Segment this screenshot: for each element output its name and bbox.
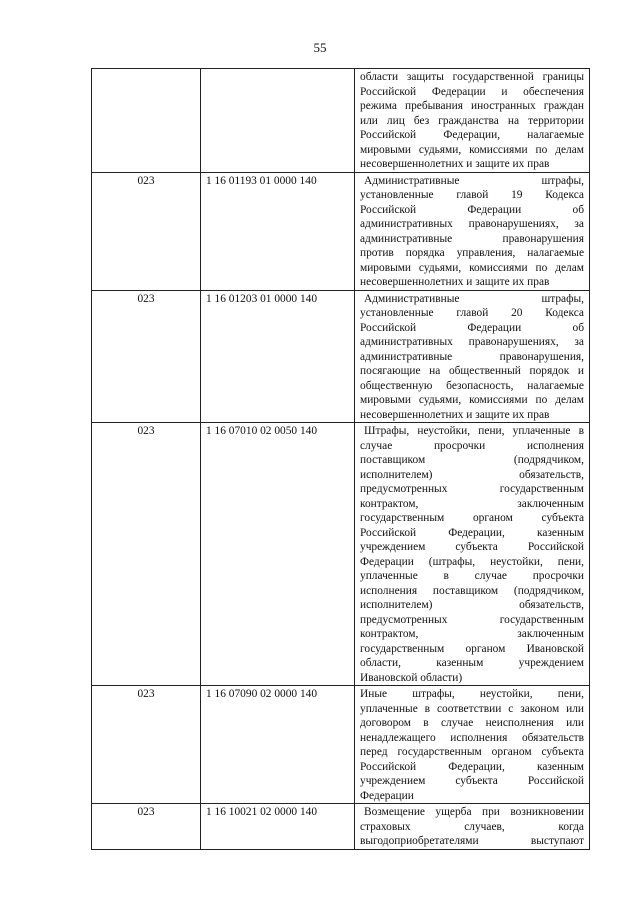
text-line: установленные главой 19 Кодекса: [360, 189, 584, 201]
text-line: контрактом, заключенным: [360, 628, 584, 640]
text-line: Штрафы, неустойки, пени, уплаченные в: [364, 425, 584, 437]
text-line: Российской Федерации, казенным: [360, 526, 584, 539]
text-line: Российской Федерации и обеспечения: [360, 85, 584, 98]
table-row: [92, 686, 590, 804]
text-line: договором в случае неисполнения или: [360, 717, 584, 729]
admin-code-cell: [92, 172, 201, 290]
admin-code: 023: [137, 174, 155, 187]
income-name-cell: [355, 804, 590, 850]
income-name-text: [360, 292, 584, 423]
admin-code-cell: [92, 69, 201, 173]
text-line: Ивановской области): [360, 671, 463, 684]
income-name-cell: [355, 172, 590, 290]
text-line: административные правонарушения: [360, 232, 584, 245]
budget-codes-table: [91, 68, 590, 850]
text-line: поставщиком (подрядчиком,: [360, 454, 584, 466]
table-row: [92, 804, 590, 850]
kbk-cell: [201, 423, 355, 686]
text-line: установленные главой 20 Кодекса: [360, 307, 584, 319]
text-line: или лиц без гражданства на территории: [360, 114, 584, 127]
admin-code: [92, 69, 200, 70]
text-line: против порядка управления, налагаемые: [360, 247, 584, 259]
text-line: ненадлежащего исполнения обязательств: [360, 731, 584, 744]
text-line: Административные штрафы,: [364, 292, 584, 305]
text-line: выгодоприобретателями выступают: [360, 835, 584, 847]
text-line: случае просрочки исполнения: [360, 439, 584, 452]
text-line: Иные штрафы, неустойки, пени,: [360, 688, 584, 700]
text-line: Федерации (штрафы, неустойки, пени,: [360, 555, 584, 568]
text-line: контрактом, заключенным: [360, 497, 584, 510]
text-line: посягающие на общественный порядок и: [360, 365, 584, 377]
admin-code-cell: [92, 423, 201, 686]
text-line: административные правонарушения,: [360, 350, 584, 363]
text-line: перед государственным органом субъекта: [360, 746, 584, 758]
text-line: общественную безопасность, налагаемые: [360, 379, 584, 392]
text-line: исполнителем) обязательств,: [360, 599, 584, 611]
table-row: [92, 423, 590, 686]
text-line: Российской Федерации, налагаемые: [360, 129, 584, 141]
text-line: мировыми судьями, комиссиями по делам: [360, 143, 584, 156]
text-line: Российской Федерации, казенным: [360, 760, 584, 773]
text-line: страховых случаев, когда: [360, 820, 584, 833]
kbk-code: 1 16 07090 02 0000 140: [206, 688, 318, 700]
income-name-text: [360, 174, 584, 290]
kbk-cell: [201, 69, 355, 173]
text-line: предусмотренных государственным: [360, 483, 584, 495]
text-line: административных правонарушениях, за: [360, 218, 584, 230]
text-line: государственным органом субъекта: [360, 512, 584, 524]
kbk-code: 1 16 01203 01 0000 140: [206, 292, 318, 305]
table-row: [92, 290, 590, 423]
text-line: учреждением субъекта Российской: [360, 775, 584, 787]
text-line: несовершеннолетних и защите их прав: [360, 408, 550, 421]
text-line: Федерации: [360, 789, 414, 802]
text-line: Российской Федерации об: [360, 321, 584, 334]
kbk-cell: [201, 172, 355, 290]
admin-code-cell: [92, 686, 201, 804]
text-line: мировыми судьями, комиссиями по делам: [360, 394, 584, 406]
text-line: административных правонарушениях, за: [360, 336, 584, 348]
text-line: области защиты государственной границы: [360, 71, 584, 83]
table-body: [92, 69, 590, 850]
text-line: несовершеннолетних и защите их прав: [360, 158, 550, 170]
admin-code: 023: [137, 425, 155, 437]
text-line: Российской Федерации об: [360, 203, 584, 216]
income-name-text: [360, 687, 584, 803]
text-line: исполнителем) обязательств,: [360, 468, 584, 481]
admin-code-cell: [92, 290, 201, 423]
income-name-text: [360, 805, 584, 849]
kbk-cell: [201, 686, 355, 804]
page-number: 55: [313, 40, 327, 55]
admin-code: 023: [137, 688, 155, 700]
text-line: мировыми судьями, комиссиями по делам: [360, 261, 584, 274]
kbk-cell: [201, 290, 355, 423]
kbk-cell: [201, 804, 355, 850]
text-line: уплаченные в соответствии с законом или: [360, 702, 584, 715]
income-name-text: [360, 70, 584, 172]
text-line: уплаченные в случае просрочки: [360, 570, 584, 582]
text-line: учреждением субъекта Российской: [360, 541, 584, 553]
kbk-code: 1 16 07010 02 0050 140: [206, 425, 318, 437]
text-line: режима пребывания иностранных граждан: [360, 100, 584, 112]
income-name-cell: [355, 686, 590, 804]
table-row: [92, 69, 590, 173]
text-line: Административные штрафы,: [364, 174, 584, 187]
text-line: предусмотренных государственным: [360, 613, 584, 626]
income-name-cell: [355, 290, 590, 423]
text-line: Возмещение ущерба при возникновении: [364, 806, 584, 818]
text-line: государственным органом Ивановской: [360, 642, 584, 655]
table-row: [92, 172, 590, 290]
text-line: области, казенным учреждением: [360, 657, 584, 669]
income-name-cell: [355, 423, 590, 686]
kbk-code: 1 16 01193 01 0000 140: [206, 174, 317, 187]
income-name-text: [360, 424, 584, 685]
admin-code: 023: [137, 292, 155, 305]
kbk-code: 1 16 10021 02 0000 140: [206, 806, 318, 818]
text-line: исполнения поставщиком (подрядчиком,: [360, 584, 584, 597]
admin-code-cell: [92, 804, 201, 850]
income-name-cell: [355, 69, 590, 173]
admin-code: 023: [137, 806, 155, 818]
text-line: несовершеннолетних и защите их прав: [360, 276, 550, 288]
